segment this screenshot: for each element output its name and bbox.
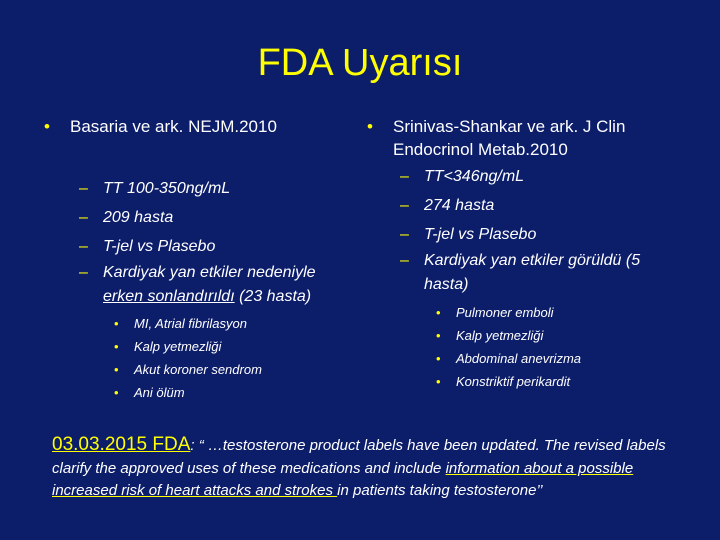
bullet-icon: • xyxy=(114,362,119,377)
dash-icon: – xyxy=(400,168,409,185)
left-item xyxy=(79,203,174,232)
dash-icon: – xyxy=(79,238,88,255)
left-item-text: 209 hasta xyxy=(103,209,174,226)
bullet-icon: • xyxy=(114,339,119,354)
right-item-text: TT<346ng/mL xyxy=(424,168,525,185)
left-heading-text: Basaria ve ark. NEJM.2010 xyxy=(70,117,277,136)
dash-icon: – xyxy=(400,197,409,214)
left-subitem xyxy=(114,335,222,358)
dash-icon: – xyxy=(400,226,409,243)
fda-note-tail: in patients taking testosterone’’ xyxy=(337,482,543,499)
right-item-text: hasta) xyxy=(424,276,469,293)
left-subitem-text: Kalp yetmezliği xyxy=(134,339,222,354)
fda-note-text: : “ …testosterone product labels have been updated. The revised labels clarify the approved uses of these medications and include xyxy=(52,437,666,477)
left-subitem-text: Akut koroner sendrom xyxy=(134,362,262,377)
right-subitem-text: Pulmoner emboli xyxy=(456,305,554,320)
right-subitem xyxy=(436,370,571,393)
right-item-text: 274 hasta xyxy=(424,197,495,214)
right-item xyxy=(400,191,495,220)
right-item xyxy=(400,249,641,297)
right-item xyxy=(400,162,525,191)
bullet-icon: • xyxy=(436,374,441,389)
slide-title: FDA Uyarısı xyxy=(257,42,463,84)
left-item xyxy=(79,261,316,309)
right-subitem-text: Abdominal anevrizma xyxy=(456,351,582,366)
right-heading-text: Endocrinol Metab.2010 xyxy=(393,140,568,159)
right-heading-text: Srinivas-Shankar ve ark. J Clin xyxy=(393,117,626,136)
bullet-icon: • xyxy=(367,117,373,136)
bullet-icon: • xyxy=(436,328,441,343)
right-item xyxy=(400,220,537,249)
left-item-text: (23 hasta) xyxy=(234,288,312,305)
left-item xyxy=(79,174,231,203)
right-item-text: Kardiyak yan etkiler görüldü (5 xyxy=(424,252,641,269)
right-subitem-text: Kalp yetmezliği xyxy=(456,328,544,343)
dash-icon: – xyxy=(79,209,88,226)
bullet-icon: • xyxy=(114,385,119,400)
right-heading xyxy=(367,115,626,161)
right-subitem xyxy=(436,347,582,370)
left-subitem-text: MI, Atrial fibrilasyon xyxy=(134,316,247,331)
bullet-icon: • xyxy=(436,305,441,320)
dash-icon: – xyxy=(79,264,88,281)
left-item-text: T-jel vs Plasebo xyxy=(103,238,216,255)
right-subitem-text: Konstriktif perikardit xyxy=(456,374,571,389)
bullet-icon: • xyxy=(44,117,50,136)
fda-note-date: 03.03.2015 FDA xyxy=(52,434,191,455)
left-heading xyxy=(44,115,277,138)
left-subitem xyxy=(114,381,185,404)
left-item-text: Kardiyak yan etkiler nedeniyle xyxy=(103,264,316,281)
right-subitem xyxy=(436,301,554,324)
fda-note xyxy=(52,434,672,503)
dash-icon: – xyxy=(400,252,409,269)
bullet-icon: • xyxy=(436,351,441,366)
left-item-underlined: erken sonlandırıldı xyxy=(103,288,235,305)
bullet-icon: • xyxy=(114,316,119,331)
left-item xyxy=(79,232,216,261)
right-subitem xyxy=(436,324,544,347)
left-subitem xyxy=(114,312,247,335)
fda-note-underlined: information about a possible increased risk of heart attacks and strokes xyxy=(52,459,634,499)
left-item-text: TT 100-350ng/mL xyxy=(103,180,231,197)
left-subitem-text: Ani ölüm xyxy=(134,385,185,400)
right-item-text: T-jel vs Plasebo xyxy=(424,226,537,243)
dash-icon: – xyxy=(79,180,88,197)
left-subitem xyxy=(114,358,262,381)
